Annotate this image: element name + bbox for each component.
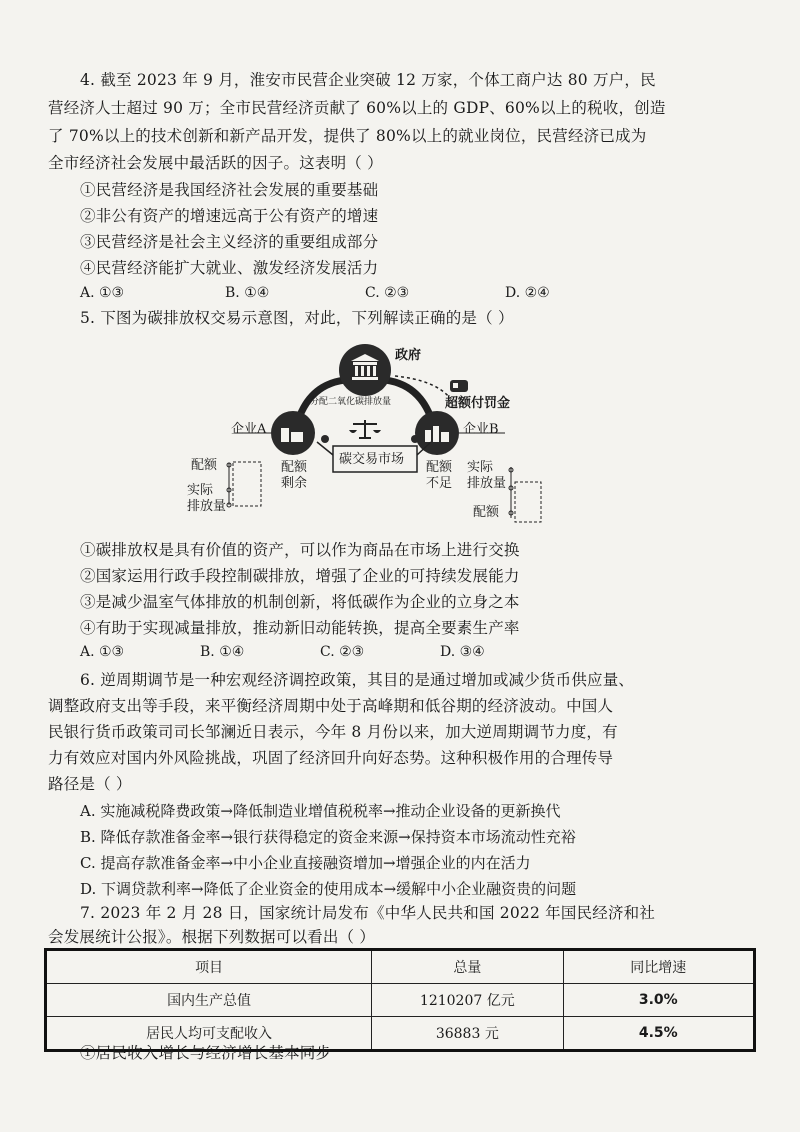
penalty-label: 超额付罚金 <box>445 396 511 411</box>
q4-stem-line: 全市经济社会发展中最活跃的因子。这表明（ ） <box>48 154 383 172</box>
enterprise-b-actual-label: 实际 <box>467 460 494 475</box>
government-circle <box>339 344 391 396</box>
q4-statement: ①民营经济是我国经济社会发展的重要基础 <box>80 181 379 199</box>
q4-stem-line: 4. 截至 2023 年 9 月，淮安市民营企业突破 12 万家，个体工商户达 80 万户，民 <box>80 71 656 89</box>
coin-icon <box>321 435 329 443</box>
q4-stem-line: 了 70%以上的技术创新和新产品开发，提供了 80%以上的就业岗位，民营经济已成为 <box>48 127 647 145</box>
q7-stem-line: 7. 2023 年 2 月 28 日，国家统计局发布《中华人民共和国 2022 年国民经济和社 <box>80 904 656 922</box>
enterprise-a-quota-label: 配额 <box>191 458 218 473</box>
q4-statement: ③民营经济是社会主义经济的重要组成部分 <box>80 233 379 251</box>
q5-option-a[interactable]: A. ①③ <box>80 644 125 660</box>
q5-stem: 5. 下图为碳排放权交易示意图，对此，下列解读正确的是（ ） <box>80 309 514 327</box>
q5-option-c[interactable]: C. ②③ <box>320 644 365 660</box>
table-cell: 36883 元 <box>372 1017 563 1051</box>
q5-statement: ④有助于实现减量排放，推动新旧动能转换，提高全要素生产率 <box>80 619 520 637</box>
enterprise-a-label: 企业A <box>231 422 267 437</box>
carbon-market-label: 碳交易市场 <box>339 452 405 467</box>
allocation-label: 分配二氧化碳排放量 <box>310 397 392 407</box>
enterprise-b-shortage: 不足 <box>426 476 453 491</box>
table-header: 项目 <box>46 950 372 984</box>
q5-statement: ②国家运用行政手段控制碳排放，增强了企业的可持续发展能力 <box>80 567 520 585</box>
q5-option-b[interactable]: B. ①④ <box>200 644 245 660</box>
enterprise-a-surplus: 剩余 <box>281 476 308 491</box>
government-label: 政府 <box>395 348 422 363</box>
table-header: 总量 <box>372 950 563 984</box>
q6-option-d[interactable]: D. 下调贷款利率→降低了企业资金的使用成本→缓解中小企业融资贵的问题 <box>80 880 577 898</box>
enterprise-a-actual-label: 实际 <box>187 483 214 498</box>
table-cell: 居民人均可支配收入 <box>46 1017 372 1051</box>
table-header-row <box>46 950 755 984</box>
q6-option-c[interactable]: C. 提高存款准备金率→中小企业直接融资增加→增强企业的内在活力 <box>80 854 531 872</box>
enterprise-b-quota-box <box>515 482 541 522</box>
table-header: 同比增速 <box>563 950 754 984</box>
coin-icon <box>411 435 419 443</box>
q5-option-d[interactable]: D. ③④ <box>440 644 485 660</box>
statistics-table <box>44 948 756 1052</box>
penalty-icon <box>450 380 468 392</box>
carbon-trading-diagram <box>185 340 545 530</box>
q6-stem-line: 路径是（ ） <box>48 775 132 793</box>
q6-stem-line: 力有效应对国内外风险挑战，巩固了经济回升向好态势。这种积极作用的合理传导 <box>48 749 614 767</box>
enterprise-b-label: 企业B <box>463 422 499 437</box>
q4-stem-line: 营经济人士超过 90 万；全市民营经济贡献了 60%以上的 GDP、60%以上的税收，创造 <box>48 99 666 117</box>
enterprise-a-actual-label: 排放量 <box>187 499 227 514</box>
q5-statement: ①碳排放权是具有价值的资产，可以作为商品在市场上进行交换 <box>80 541 520 559</box>
table-cell: 1210207 亿元 <box>372 984 563 1017</box>
q4-statement: ②非公有资产的增速远高于公有资产的增速 <box>80 207 379 225</box>
enterprise-a-quota-box <box>233 462 261 506</box>
q6-stem-line: 调整政府支出等手段，来平衡经济周期中处于高峰期和低谷期的经济波动。中国人 <box>48 697 614 715</box>
enterprise-a-surplus: 配额 <box>281 460 308 475</box>
q7-stem-line: 会发展统计公报》。根据下列数据可以看出（ ） <box>48 928 376 946</box>
q4-option-b[interactable]: B. ①④ <box>225 285 270 301</box>
q6-option-a[interactable]: A. 实施减税降费政策→降低制造业增值税税率→推动企业设备的更新换代 <box>80 802 561 820</box>
enterprise-b-shortage: 配额 <box>426 460 453 475</box>
enterprise-b-actual-label: 排放量 <box>467 476 507 491</box>
table-cell: 国内生产总值 <box>46 984 372 1017</box>
q4-statement: ④民营经济能扩大就业、激发经济发展活力 <box>80 259 379 277</box>
q5-statement: ③是减少温室气体排放的机制创新，将低碳作为企业的立身之本 <box>80 593 520 611</box>
enterprise-b-quota-label: 配额 <box>473 505 500 520</box>
table-cell: 3.0% <box>563 984 754 1017</box>
q4-option-c[interactable]: C. ②③ <box>365 285 410 301</box>
table-cell: 4.5% <box>563 1017 754 1051</box>
q7-statement: ①居民收入增长与经济增长基本同步 <box>80 1044 332 1062</box>
q6-option-b[interactable]: B. 降低存款准备金率→银行获得稳定的资金来源→保持资本市场流动性充裕 <box>80 828 576 846</box>
q4-option-a[interactable]: A. ①③ <box>80 285 125 301</box>
q6-stem-line: 6. 逆周期调节是一种宏观经济调控政策，其目的是通过增加或减少货币供应量、 <box>80 671 635 689</box>
q6-stem-line: 民银行货币政策司司长邹澜近日表示，今年 8 月份以来，加大逆周期调节力度，有 <box>48 723 618 741</box>
q4-option-d[interactable]: D. ②④ <box>505 285 550 301</box>
table-row <box>46 984 755 1017</box>
